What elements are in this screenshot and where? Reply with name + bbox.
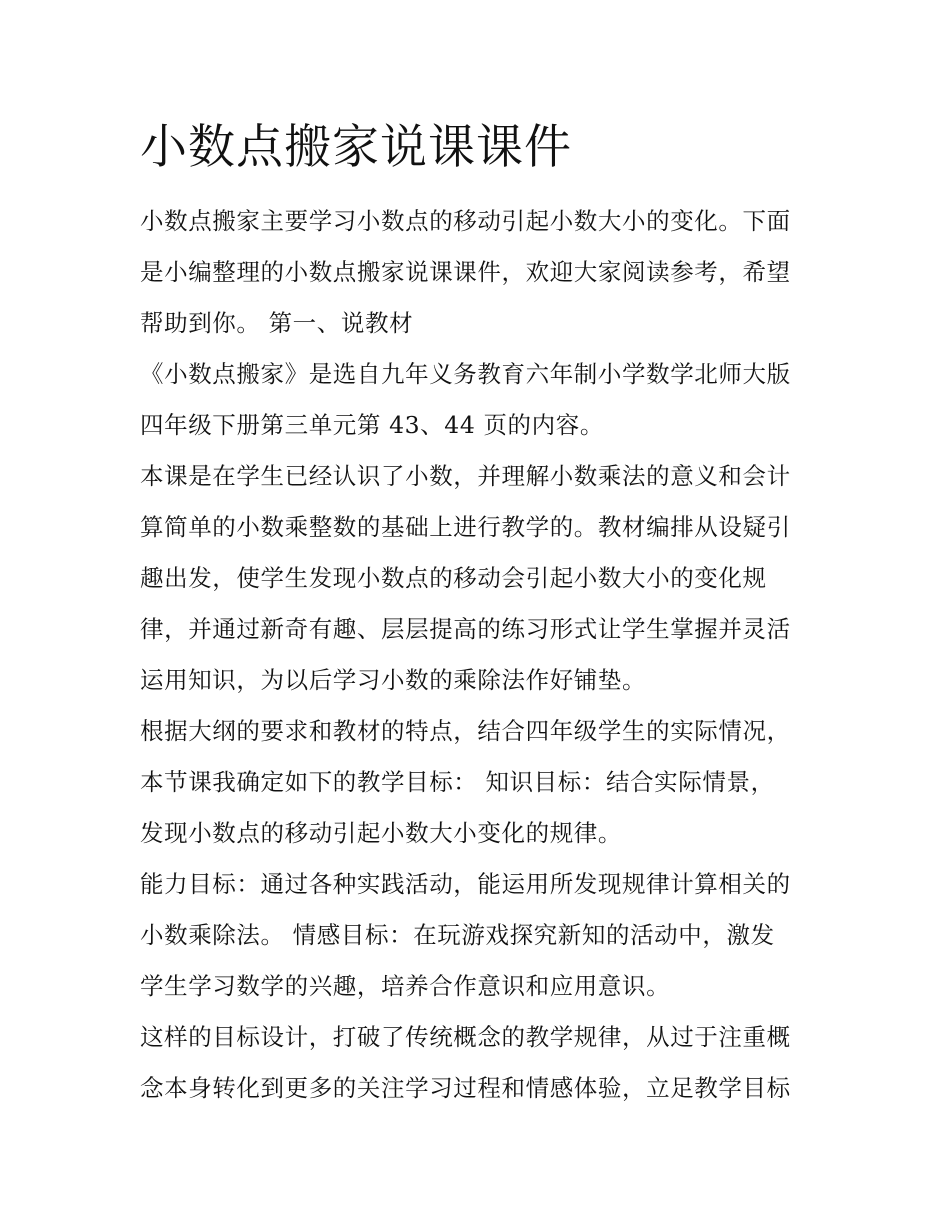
- text-line: 能力目标：通过各种实践活动，能运用所发现规律计算相关的: [140, 870, 791, 898]
- text-line: 根据大纲的要求和教材的特点，结合四年级学生的实际情况，: [140, 717, 791, 745]
- document-title: 小数点搬家说课课件: [140, 120, 572, 175]
- text-line: 念本身转化到更多的关注学习过程和情感体验，立足教学目标: [140, 1074, 791, 1102]
- text-line: 学生学习数学的兴趣，培养合作意识和应用意识。: [140, 972, 671, 1000]
- text-line: 小数乘除法。 情感目标：在玩游戏探究新知的活动中，激发: [140, 921, 775, 949]
- text-line: 是小编整理的小数点搬家说课课件，欢迎大家阅读参考，希望: [140, 258, 791, 286]
- text-line: 《小数点搬家》是选自九年义务教育六年制小学数学北师大版: [140, 360, 791, 388]
- text-line: 本课是在学生已经认识了小数，并理解小数乘法的意义和会计: [140, 462, 791, 490]
- text-line: 运用知识，为以后学习小数的乘除法作好铺垫。: [140, 666, 647, 694]
- text-line: 四年级下册第三单元第 43、44 页的内容。: [140, 411, 604, 439]
- text-line: 小数点搬家主要学习小数点的移动引起小数大小的变化。下面: [140, 207, 791, 235]
- text-line: 律，并通过新奇有趣、层层提高的练习形式让学生掌握并灵活: [140, 615, 791, 643]
- text-line: 本节课我确定如下的教学目标： 知识目标：结合实际情景，: [140, 768, 775, 796]
- text-line: 发现小数点的移动引起小数大小变化的规律。: [140, 819, 622, 847]
- text-line: 算简单的小数乘整数的基础上进行教学的。教材编排从设疑引: [140, 513, 791, 541]
- text-line: 帮助到你。 第一、说教材: [140, 309, 414, 337]
- text-line: 这样的目标设计，打破了传统概念的教学规律，从过于注重概: [140, 1023, 791, 1051]
- text-line: 趣出发，使学生发现小数点的移动会引起小数大小的变化规: [140, 564, 767, 592]
